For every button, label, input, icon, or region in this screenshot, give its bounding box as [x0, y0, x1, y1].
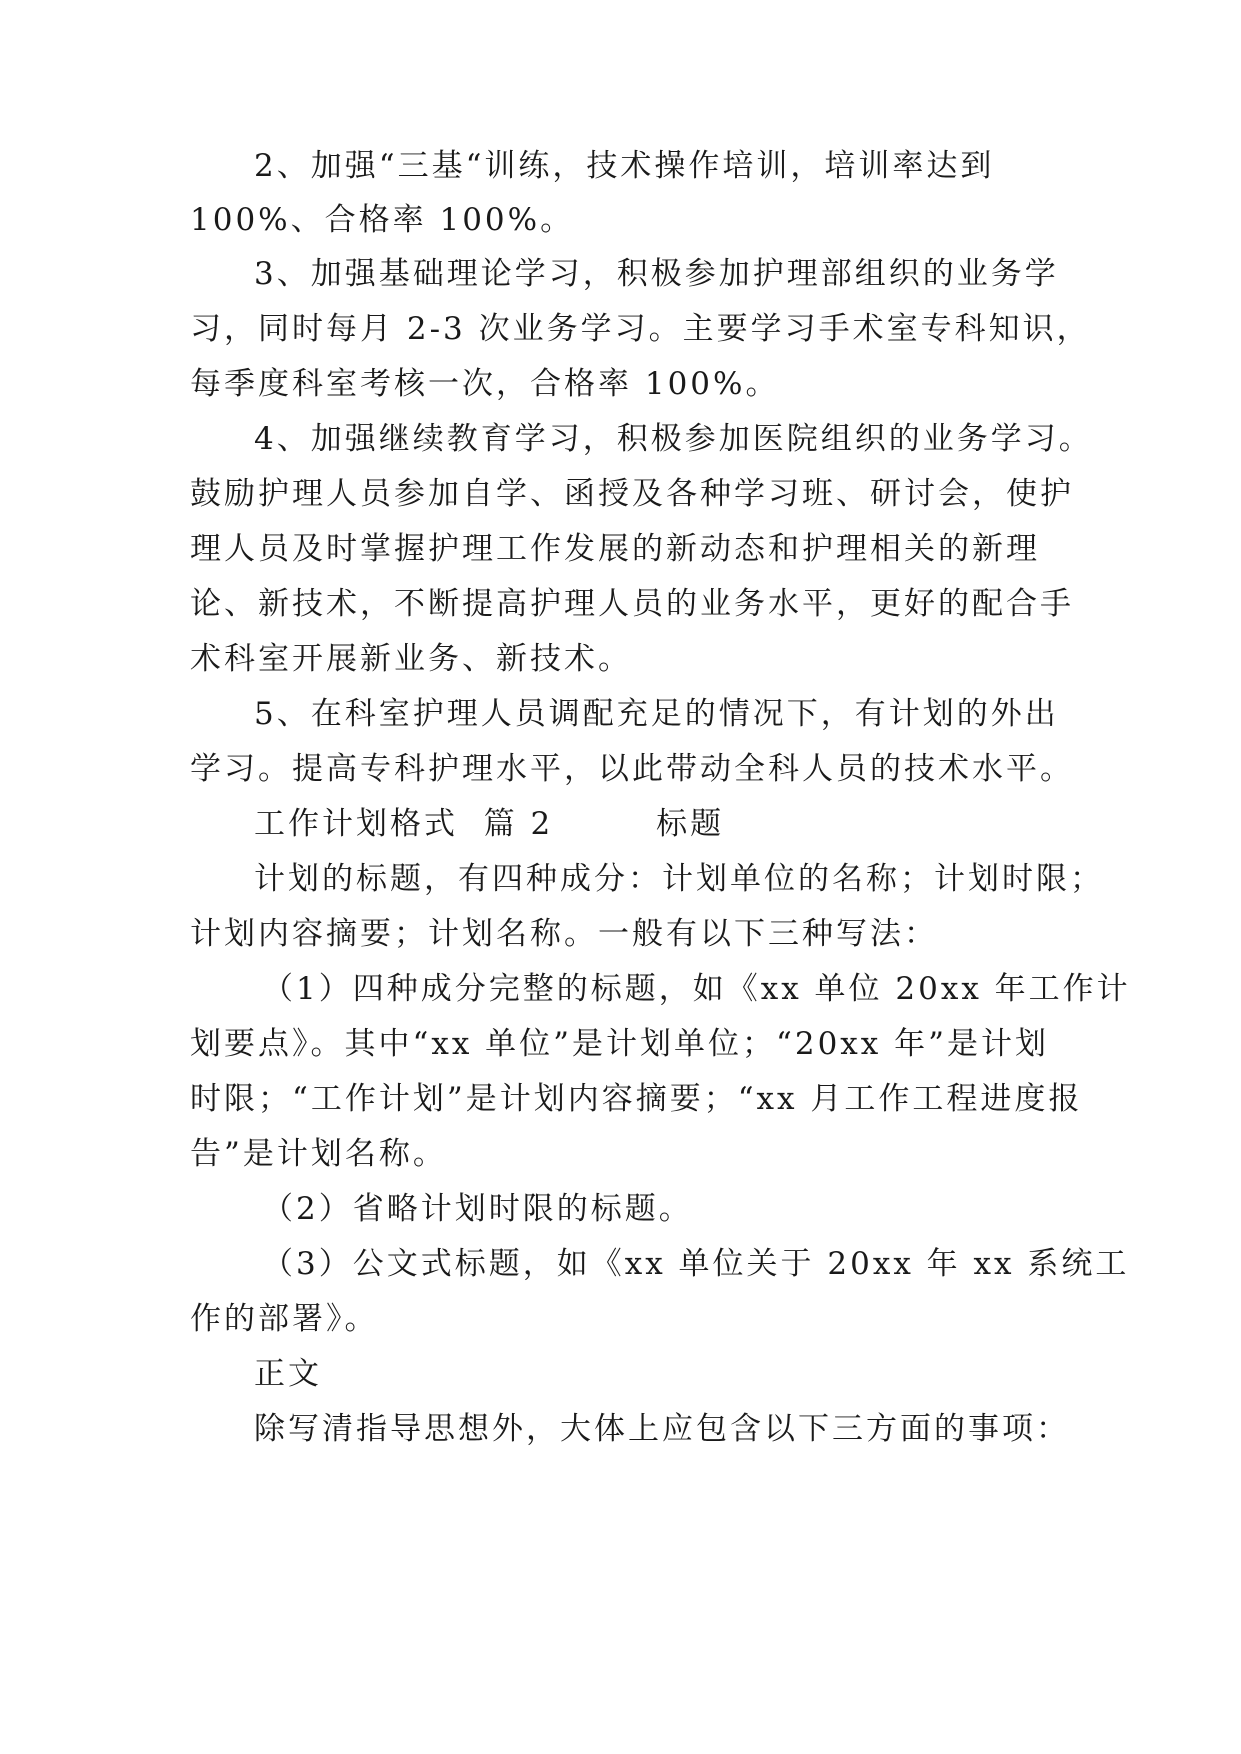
- paragraph-2-line-2: 100%、合格率 100%。: [190, 202, 575, 238]
- title-type-3-line-2: 作的部署》。: [190, 1301, 379, 1337]
- body-heading: 正文: [254, 1356, 322, 1392]
- paragraph-5-line-1: 5、在科室护理人员调配充足的情况下，有计划的外出: [254, 696, 1059, 732]
- paragraph-4-line-3: 理人员及时掌握护理工作发展的新动态和护理相关的新理: [190, 531, 1040, 567]
- title-type-2: （2）省略计划时限的标题。: [262, 1191, 693, 1227]
- paragraph-4-line-2: 鼓励护理人员参加自学、函授及各种学习班、研讨会，使护: [190, 476, 1074, 512]
- title-type-1-line-3: 时限；“工作计划”是计划内容摘要；“xx 月工作工程进度报: [190, 1081, 1083, 1117]
- paragraph-4-line-1: 4、加强继续教育学习，积极参加医院组织的业务学习。: [254, 421, 1093, 457]
- title-intro-line-1: 计划的标题，有四种成分：计划单位的名称；计划时限；: [254, 861, 1104, 897]
- paragraph-3-line-1: 3、加强基础理论学习，积极参加护理部组织的业务学: [254, 256, 1059, 292]
- paragraph-3-line-2: 习，同时每月 2-3 次业务学习。主要学习手术室专科知识，: [190, 311, 1091, 347]
- body-intro-line: 除写清指导思想外，大体上应包含以下三方面的事项：: [254, 1411, 1070, 1447]
- title-type-3-line-1: （3）公文式标题，如《xx 单位关于 20xx 年 xx 系统工: [262, 1246, 1130, 1282]
- title-type-1-line-4: 告”是计划名称。: [190, 1136, 447, 1172]
- title-intro-line-2: 计划内容摘要；计划名称。一般有以下三种写法：: [190, 916, 938, 952]
- paragraph-3-line-3: 每季度科室考核一次，合格率 100%。: [190, 366, 780, 402]
- title-type-1-line-1: （1）四种成分完整的标题，如《xx 单位 20xx 年工作计: [262, 971, 1131, 1007]
- paragraph-2-line-1: 2、加强“三基“训练，技术操作培训，培训率达到: [254, 148, 995, 184]
- section-heading: 工作计划格式 篇 2 标题: [254, 806, 725, 842]
- paragraph-5-line-2: 学习。提高专科护理水平，以此带动全科人员的技术水平。: [190, 751, 1074, 787]
- paragraph-4-line-4: 论、新技术，不断提高护理人员的业务水平，更好的配合手: [190, 586, 1074, 622]
- paragraph-4-line-5: 术科室开展新业务、新技术。: [190, 641, 632, 677]
- title-type-1-line-2: 划要点》。其中“xx 单位”是计划单位；“20xx 年”是计划: [190, 1026, 1049, 1062]
